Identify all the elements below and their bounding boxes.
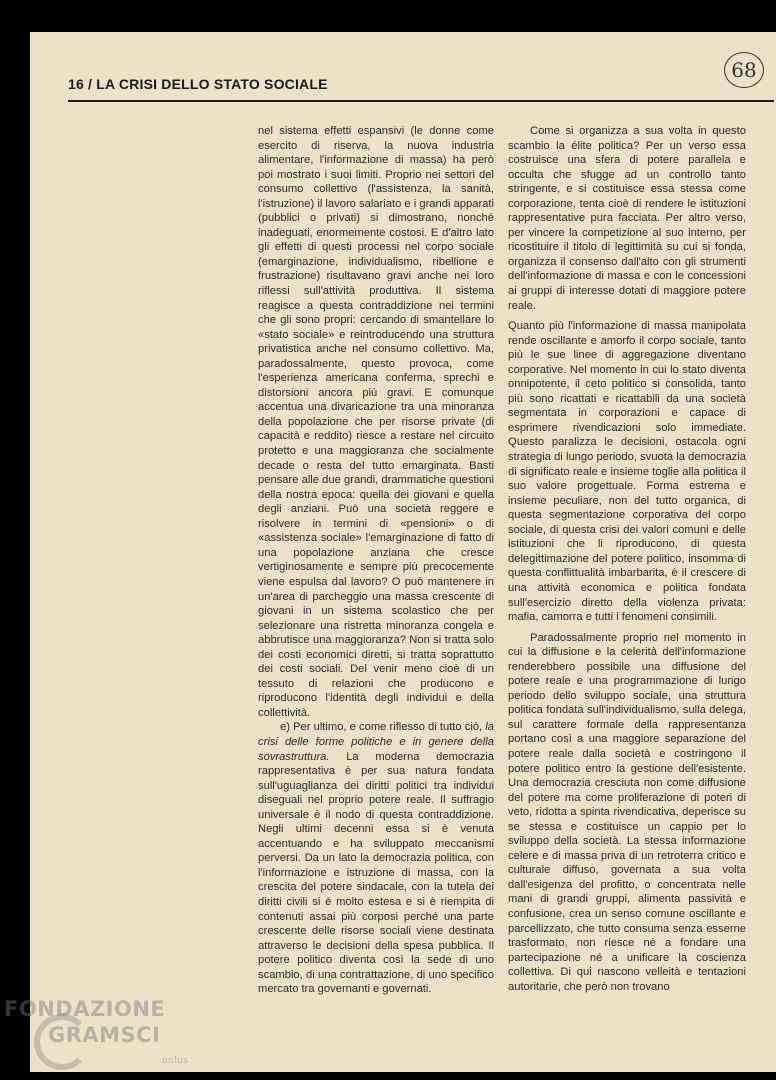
running-header (68, 58, 774, 102)
handwritten-page-number: 68 (724, 52, 764, 88)
archive-watermark (4, 996, 194, 1076)
watermark-line2: GRAMSCI (48, 1023, 161, 1047)
emphasis: la crisi delle forme politiche e in genere della sovrastruttura. (258, 721, 494, 763)
paragraph: Paradossalmente proprio nel momento in cui la diffusione e la celerità dell'informazione renderebbero possibile una diffusione del potere reale e una programmazione di lungo periodo dello sviluppo sociale, una struttura politica fondata sull'individualismo, sulla delega, sul carattere formale della rappresentanza portano così a una maggiore separazione del potere reale dalla società e costringono il potere politico entro la gestione dell'esistente. Una democrazia cresciuta non come diffusione del potere ma come proliferazione di poteri di veto, ridotta a spinta rivendicativa, deperisce su se stessa e costituisce un cappio per lo sviluppo della società. La stessa informazione celere e di massa priva di un retroterra critico e culturale diffuso, governata a sua volta dall'esigenza del profitto, o concentrata nelle mani di grandi gruppi, alimenta passività e confusione, crea un senso comune oscillante e parcellizzato, che tutto consuma senza esserne trasformato, non riesce né a fondare una partecipazione né a unificare la coscienza collettiva. Di qui nascono velleità e tentazioni autoritarie, che però non trovano (508, 631, 746, 993)
paragraph: Quanto più l'informazione di massa manipolata rende oscillante e amorfo il corpo sociale, tanto più le sue linee di aggregazione diventano corporative. Nel momento in cui lo stato diventa onnipotente, il ceto politico si consolida, tanto più sono ricattati e ricattabili da una società segmentata in corporazioni e capace di esprimere rivendicazioni solo immediate. Questo paralizza le decisioni, ostacola ogni strategia di lungo periodo, svuota la democrazia di significato reale e insieme toglie alla politica il suo valore progettuale. Forma estrema e insieme peculiare, non del tutto organica, di questa segmentazione corporativa del corpo sociale, di questa crisi dei valori comuni e delle istituzioni che li riproducono, di questa delegittimazione del potere politico, insomma di questa conflittualità imbarbarita, è il crescere di una attività economica e politica fondata sull'esercizio diretto della violenza privata: mafia, camorra e tutti i fenomeni consimili. (508, 320, 746, 624)
header-title: 16 / LA CRISI DELLO STATO SOCIALE (68, 76, 328, 92)
paragraph: nel sistema effetti espansivi (le donne come esercito di riserva, la nuova industria alimentare, l'informazione di massa) ha però poi mostrato i suoi limiti. Proprio nei settori del consumo collettivo (l'assistenza, la sanità, l'istruzione) il lavoro salariato e i grandi apparati (pubblici o privati) si dimostrano, nonché inadeguati, enormemente costosi. E d'altro lato gli effetti di questi processi nel corpo sociale (emarginazione, individualismo, ribellione e frustrazione) risultavano gravi anche nei loro riflessi sull'attività produttiva. Il sistema reagisce a questa contraddizione nei termini che gli sono propri: cercando di smantellare lo «stato sociale» e reintroducendo una struttura privatistica anche nel consumo collettivo. Ma, paradossalmente, questo provoca, come l'esperienza americana conferma, sprechi e distorsioni ancora più gravi. E comunque accentua una divaricazione tra una minoranza della popolazione che per risorse private (di capacità e reddito) riesce a restare nel circuito protetto e una maggioranza che socialmente decade o resta del tutto emarginata. Basti pensare alle due grandi, drammatiche questioni della nostra epoca: quella dei giovani e quella degli anziani. Può una società reggere e risolvere in termini di «pensioni» o di «assistenza sociale» l'emarginazione di fatto di una popolazione anziana che cresce vertiginosamente e sempre più precocemente viene espulsa dal lavoro? O può mantenere in un'area di parcheggio una massa crescente di giovani in un sistema scolastico che per selezionare una ristretta minoranza congela e abbrutisce una maggioranza? Non si tratta solo dei costi economici diretti, si tratta soprattutto dei costi sociali. Del venir meno cioè di un tessuto di relazioni che producono e riproducono l'identità degli individui e della collettività. (258, 125, 494, 719)
text-column-right (508, 124, 746, 994)
watermark-line1: FONDAZIONE (4, 997, 166, 1021)
page (30, 32, 776, 1072)
paragraph-rest: La moderna democrazia rappresentativa è per sua natura fondata sull'uguaglianza dei diritti politici tra individui diseguali nel proprio potere reale. Il suffragio universale è il nodo di questa contraddizione. Negli ultimi decenni essa si è venuta accentuando e ha sviluppato meccanismi perversi. Da un lato la democrazia politica, con l'informazione e istruzione di massa, con la crescita del potere sindacale, con la tutela dei diritti civili si è molto estesa e si è riempita di contenuti assai più corposi perché una parte crescente delle risorse sociali viene destinata attraverso le decisioni della spesa pubblica. Il potere politico diventa così la sede di uno scambio, di una contrattazione, di uno specifico mercato tra governanti e governati. (258, 750, 494, 996)
text-column-left (258, 124, 494, 997)
paragraph (258, 720, 494, 996)
paragraph: Come si organizza a sua volta in questo scambio la élite politica? Per un verso essa costruisce una sfera di potere parallela e occulta che sfugge ad un controllo tanto stringente, e si costituisce essa stessa come corporazione, tenta cioè di rendere le istituzioni rappresentative pura facciata. Per altro verso, per vincere la competizione al suo interno, per ricostituire il titolo di legittimità su cui si fonda, organizza il consenso dall'alto con gli strumenti dell'informazione di massa e con le concessioni ai gruppi di interesse dotati di maggiore potere reale. (508, 125, 746, 312)
watermark-line3: onlus (162, 1056, 189, 1066)
paragraph-lead: e) Per ultimo, e come riflesso di tutto ciò, (280, 721, 486, 734)
watermark-logo-icon (34, 1014, 90, 1070)
